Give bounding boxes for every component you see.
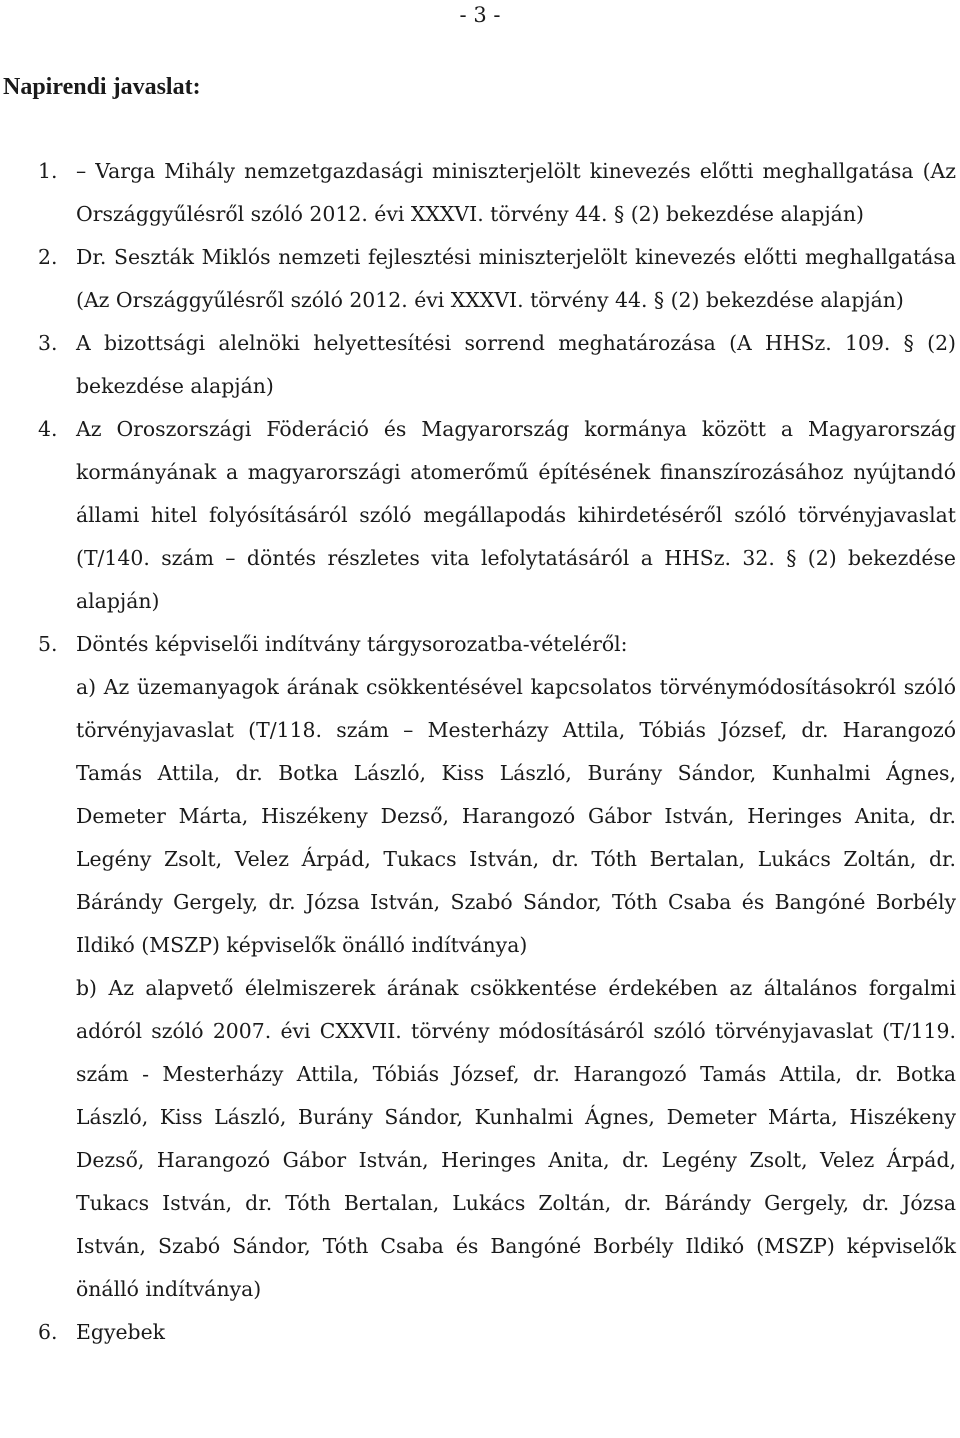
agenda-item-text: A bizottsági alelnöki helyettesítési sorrend meghatározása (A HHSz. 109. § (2) bekezdése alapján)	[76, 331, 956, 398]
agenda-subitem-b: b) Az alapvető élelmiszerek árának csökkentése érdekében az általános forgalmi adóról szóló 2007. évi CXXVII. törvény módosításáról szóló törvényjavaslat (T/119. szám - Mesterházy Attila, Tóbiás József, dr. Harangozó Tamás Attila, dr. Botka László, Kiss László, Burány Sándor, Kunhalmi Ágnes, Demeter Márta, Hiszékeny Dezső, Harangozó Gábor István, Heringes Anita, dr. Legény Zsolt, Velez Árpád, Tukacs István, dr. Tóth Bertalan, Lukács Zoltán, dr. Bárándy Gergely, dr. Józsa István, Szabó Sándor, Tóth Csaba és Bangóné Borbély Ildikó (MSZP) képviselők önálló indítványa)	[76, 976, 956, 1301]
agenda-item-text: – Varga Mihály nemzetgazdasági miniszterjelölt kinevezés előtti meghallgatása (Az Országgyűlésről szóló 2012. évi XXXVI. törvény 44. § (2) bekezdése alapján)	[76, 159, 956, 226]
agenda-item-number: 6.	[38, 1320, 58, 1344]
agenda-item-number: 4.	[38, 417, 58, 441]
agenda-item-6	[0, 1311, 956, 1354]
agenda-item-number: 3.	[38, 331, 58, 355]
agenda-item-number: 5.	[38, 632, 58, 656]
agenda-item-1	[0, 150, 956, 236]
page-number: - 3 -	[459, 3, 501, 27]
agenda-list	[0, 150, 956, 1354]
agenda-item-3	[0, 322, 956, 408]
agenda-item-text: Az Oroszországi Föderáció és Magyarország kormánya között a Magyarország kormányának a magyarországi atomerőmű építésének finanszírozásához nyújtandó állami hitel folyósításáról szóló megállapodás kihirdetéséről szóló törvényjavaslat (T/140. szám – döntés részletes vita lefolytatásáról a HHSz. 32. § (2) bekezdése alapján)	[76, 417, 956, 613]
agenda-item-text: Dr. Seszták Miklós nemzeti fejlesztési miniszterjelölt kinevezés előtti meghallgatása (Az Országgyűlésről szóló 2012. évi XXXVI. törvény 44. § (2) bekezdése alapján)	[76, 245, 956, 312]
page-title: Napirendi javaslat:	[3, 74, 201, 100]
agenda-item-text: Döntés képviselői indítvány tárgysorozatba-vételéről:	[76, 632, 628, 656]
agenda-item-4	[0, 408, 956, 623]
agenda-item-number: 1.	[38, 159, 58, 183]
agenda-item-2	[0, 236, 956, 322]
agenda-item-5	[0, 623, 956, 1311]
agenda-item-number: 2.	[38, 245, 58, 269]
agenda-item-text: Egyebek	[76, 1320, 165, 1344]
agenda-subitem-a: a) Az üzemanyagok árának csökkentésével kapcsolatos törvénymódosításokról szóló törvényjavaslat (T/118. szám – Mesterházy Attila, Tóbiás József, dr. Harangozó Tamás Attila, dr. Botka László, Kiss László, Burány Sándor, Kunhalmi Ágnes, Demeter Márta, Hiszékeny Dezső, Harangozó Gábor István, Heringes Anita, dr. Legény Zsolt, Velez Árpád, Tukacs István, dr. Tóth Bertalan, Lukács Zoltán, dr. Bárándy Gergely, dr. Józsa István, Szabó Sándor, Tóth Csaba és Bangóné Borbély Ildikó (MSZP) képviselők önálló indítványa)	[76, 675, 956, 957]
